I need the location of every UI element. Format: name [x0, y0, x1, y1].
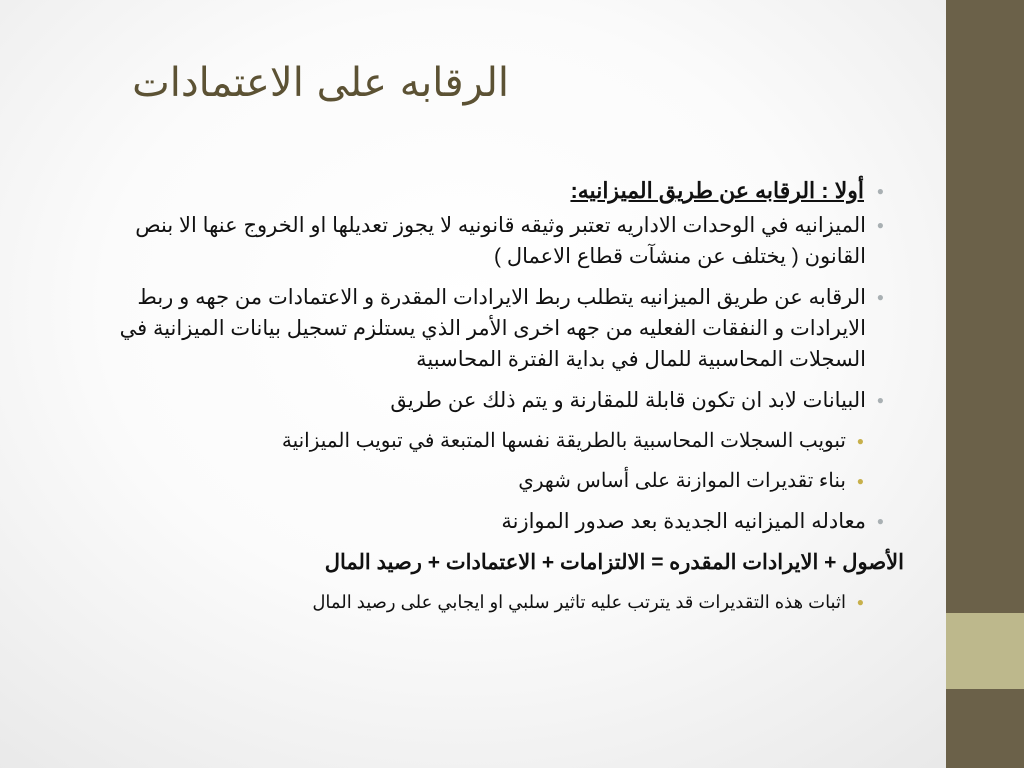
bullet-dot-icon: ●: [876, 218, 884, 232]
section-heading: أولا : الرقابه عن طريق الميزانيه:: [570, 178, 864, 203]
bullet-dot-icon: ●: [876, 184, 884, 198]
bullet-dot-icon: ●: [856, 474, 864, 488]
slide-content: [84, 172, 904, 627]
sidebar-accent-band: [946, 613, 1024, 689]
equation-line: الأصول + الايرادات المقدره = الالتزامات + الاعتمادات + رصيد المال: [324, 551, 904, 574]
sub-bullet-text: اثبات هذه التقديرات قد يترتب عليه تاثير سلبي او ايجابي على رصيد المال: [312, 592, 846, 612]
bullet-item: [84, 385, 884, 416]
sub-bullet-text: بناء تقديرات الموازنة على أساس شهري: [518, 470, 846, 492]
bullet-dot-icon: ●: [876, 514, 884, 528]
sidebar-decoration: [946, 0, 1024, 768]
sub-bullet-item: [84, 426, 864, 456]
bullet-dot-icon: ●: [876, 393, 884, 407]
bullet-item: [84, 210, 884, 272]
bullet-text: معادله الميزانيه الجديدة بعد صدور الموازنة: [501, 510, 866, 533]
bullet-text: الرقابه عن طريق الميزانيه يتطلب ربط الايرادات المقدرة و الاعتمادات من جهه و ربط الايرادات و النفقات الفعليه من جهه اخرى الأمر الذي يستلزم تسجيل بيانات الميزانية في السجلات المحاسبية للمال في بداية الفترة المحاسبية: [119, 286, 866, 371]
sub-bullet-item: [84, 587, 864, 617]
bullet-dot-icon: ●: [876, 290, 884, 304]
sub-bullet-item: [84, 466, 864, 496]
bullet-item: [84, 506, 884, 537]
bullet-item: [84, 282, 884, 375]
bullet-dot-icon: ●: [856, 434, 864, 448]
heading-row: [84, 172, 884, 210]
sub-bullet-text: تبويب السجلات المحاسبية بالطريقة نفسها المتبعة في تبويب الميزانية: [281, 430, 846, 452]
bullet-text: الميزانيه في الوحدات الاداريه تعتبر وثيقه قانونيه لا يجوز تعديلها او الخروج عنها الا بنص القانون ( يختلف عن منشآت قطاع الاعمال ): [135, 214, 866, 268]
bullet-text: البيانات لابد ان تكون قابلة للمقارنة و يتم ذلك عن طريق: [390, 389, 866, 412]
bullet-dot-icon: ●: [856, 595, 864, 609]
slide-title: الرقابه على الاعتمادات: [132, 60, 509, 106]
